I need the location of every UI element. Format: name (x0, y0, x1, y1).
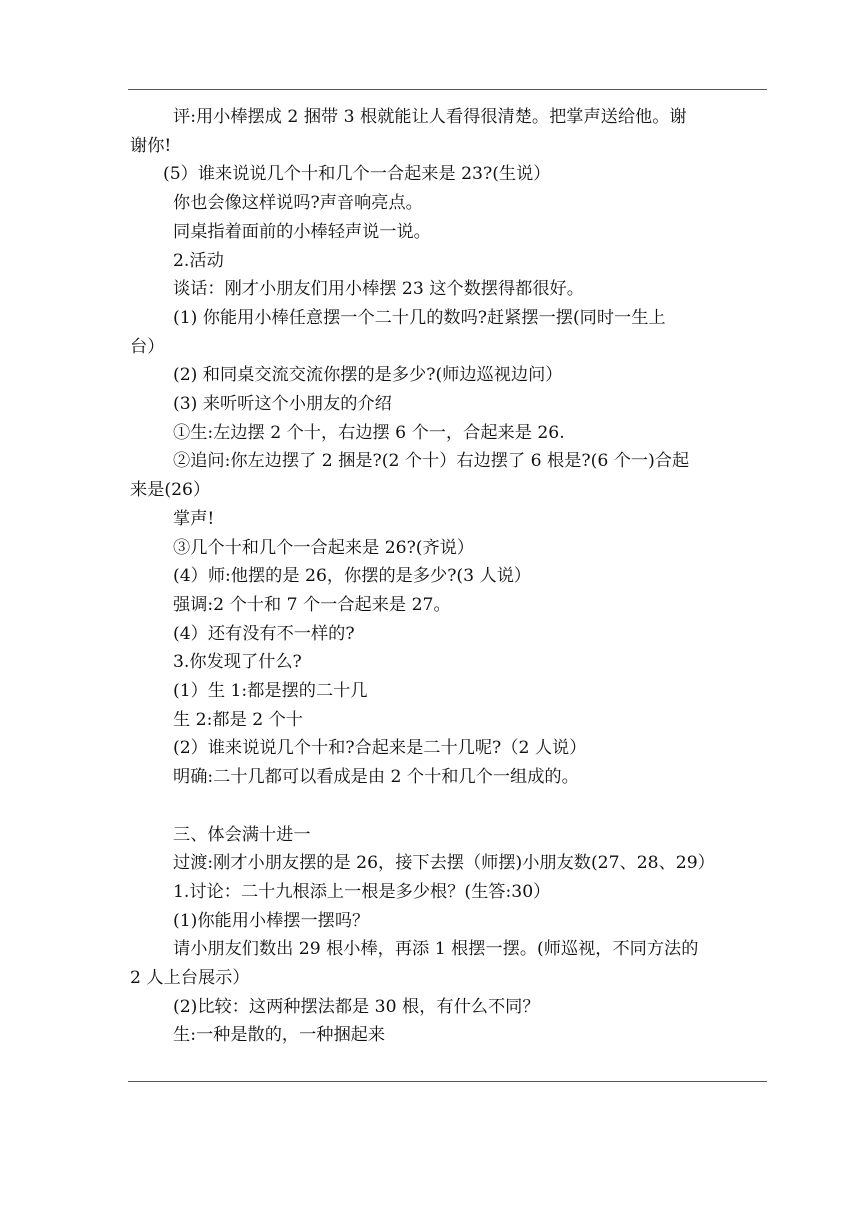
paragraph: (3) 来听听这个小朋友的介绍 (173, 394, 392, 415)
paragraph: 过渡:刚才小朋友摆的是 26，接下去摆（师摆)小朋友数(27、28、29） (173, 853, 715, 874)
paragraph: ①生:左边摆 2 个十，右边摆 6 个一，合起来是 26. (173, 422, 565, 443)
paragraph: (2）谁来说说几个十和?合起来是二十几呢?（2 人说） (173, 738, 587, 759)
paragraph (130, 304, 770, 361)
paragraph-text-continued: 台） (130, 336, 165, 357)
paragraph: 强调:2 个十和 7 个一合起来是 27。 (173, 594, 451, 615)
paragraph: 你也会像这样说吗?声音响亮点。 (173, 193, 423, 214)
footer-rule (128, 1081, 767, 1082)
paragraph-text: 请小朋友们数出 29 根小棒，再添 1 根摆一摆。(师巡视，不同方法的 (173, 939, 699, 960)
paragraph-text-continued: 谢你! (130, 135, 172, 156)
paragraph: 明确:二十几都可以看成是由 2 个十和几个一组成的。 (173, 767, 579, 788)
paragraph-text: ②追问:你左边摆了 2 捆是?(2 个十）右边摆了 6 根是?(6 个一)合起 (173, 451, 690, 472)
paragraph: 生:一种是散的，一种捆起来 (173, 1025, 386, 1046)
paragraph-text-continued: 2 人上台展示） (130, 968, 250, 989)
paragraph: 谈话：刚才小朋友们用小棒摆 23 这个数摆得都很好。 (173, 279, 584, 300)
section-heading: 2.活动 (173, 250, 224, 271)
paragraph (130, 447, 770, 504)
paragraph: (5）谁来说说几个十和几个一合起来是 23?(生说） (163, 164, 551, 185)
paragraph-text: (1) 你能用小棒任意摆一个二十几的数吗?赶紧摆一摆(同时一生上 (173, 307, 666, 328)
paragraph: (2) 和同桌交流交流你摆的是多少?(师边巡视边问） (173, 365, 563, 386)
section-heading: 三、体会满十进一 (173, 824, 311, 845)
paragraph: (1）生 1:都是摆的二十几 (173, 681, 368, 702)
paragraph: ③几个十和几个一合起来是 26?(齐说） (173, 537, 475, 558)
paragraph-text: 评:用小棒摆成 2 捆带 3 根就能让人看得很清楚。把掌声送给他。谢 (173, 107, 687, 127)
header-rule (128, 89, 767, 90)
paragraph-text-continued: 来是(26） (130, 480, 211, 501)
document-body (130, 103, 770, 1050)
paragraph: 同桌指着面前的小棒轻声说一说。 (173, 221, 431, 242)
blank-line (130, 792, 770, 821)
section-heading: 3.你发现了什么? (173, 652, 302, 673)
paragraph: 生 2:都是 2 个十 (173, 709, 303, 730)
paragraph: (4）师:他摆的是 26，你摆的是多少?(3 人说） (173, 566, 532, 587)
paragraph (130, 103, 770, 160)
paragraph: (1)你能用小棒摆一摆吗？ (173, 910, 370, 931)
paragraph: (2)比较：这两种摆法都是 30 根，有什么不同？ (173, 996, 540, 1017)
paragraph: 1.讨论：二十九根添上一根是多少根？(生答:30） (173, 881, 551, 902)
paragraph (130, 935, 770, 992)
paragraph: (4）还有没有不一样的? (173, 623, 355, 644)
paragraph: 掌声! (173, 508, 215, 529)
